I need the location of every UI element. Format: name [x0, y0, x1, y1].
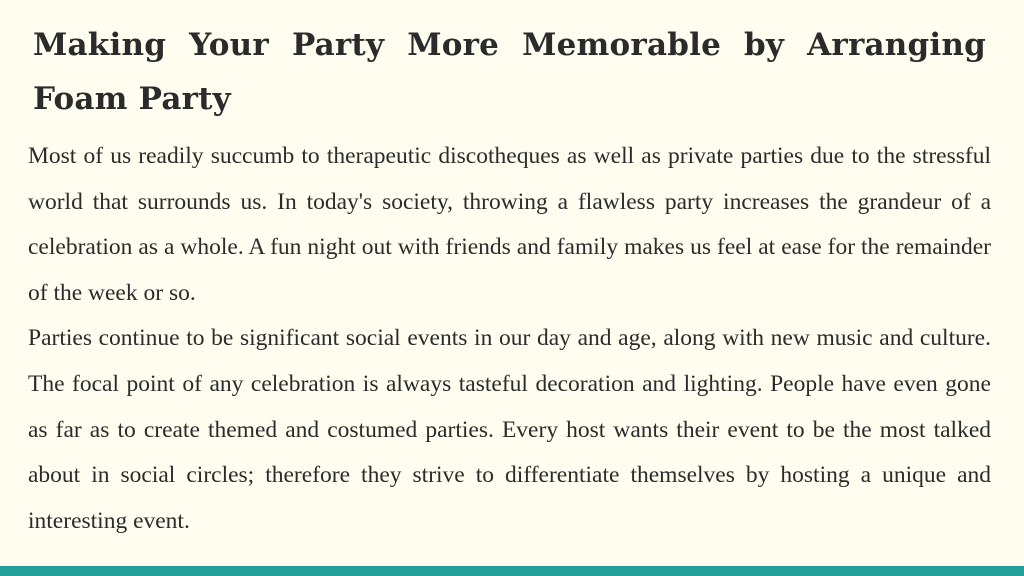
- body-paragraph-2: Parties continue to be significant social events in our day and age, along with new music and culture. The focal point of any celebration is always tasteful decoration and lighting. People have even gone as far as to create themed and costumed parties. Every host wants their event to be the most talked about in social circles; therefore they strive to differentiate themselves by hosting a unique and interesting event.: [28, 325, 991, 534]
- bottom-accent-bar: [0, 566, 1024, 576]
- slide-body: [28, 134, 991, 544]
- body-paragraph-1: Most of us readily succumb to therapeutic discotheques as well as private parties due to the stressful world that surrounds us. In today's society, throwing a flawless party increases the grandeur of a celebration as a whole. A fun night out with friends and family makes us feel at ease for the remainder of the week or so.: [28, 143, 991, 306]
- slide-title: Making Your Party More Memorable by Arranging Foam Party: [33, 27, 986, 117]
